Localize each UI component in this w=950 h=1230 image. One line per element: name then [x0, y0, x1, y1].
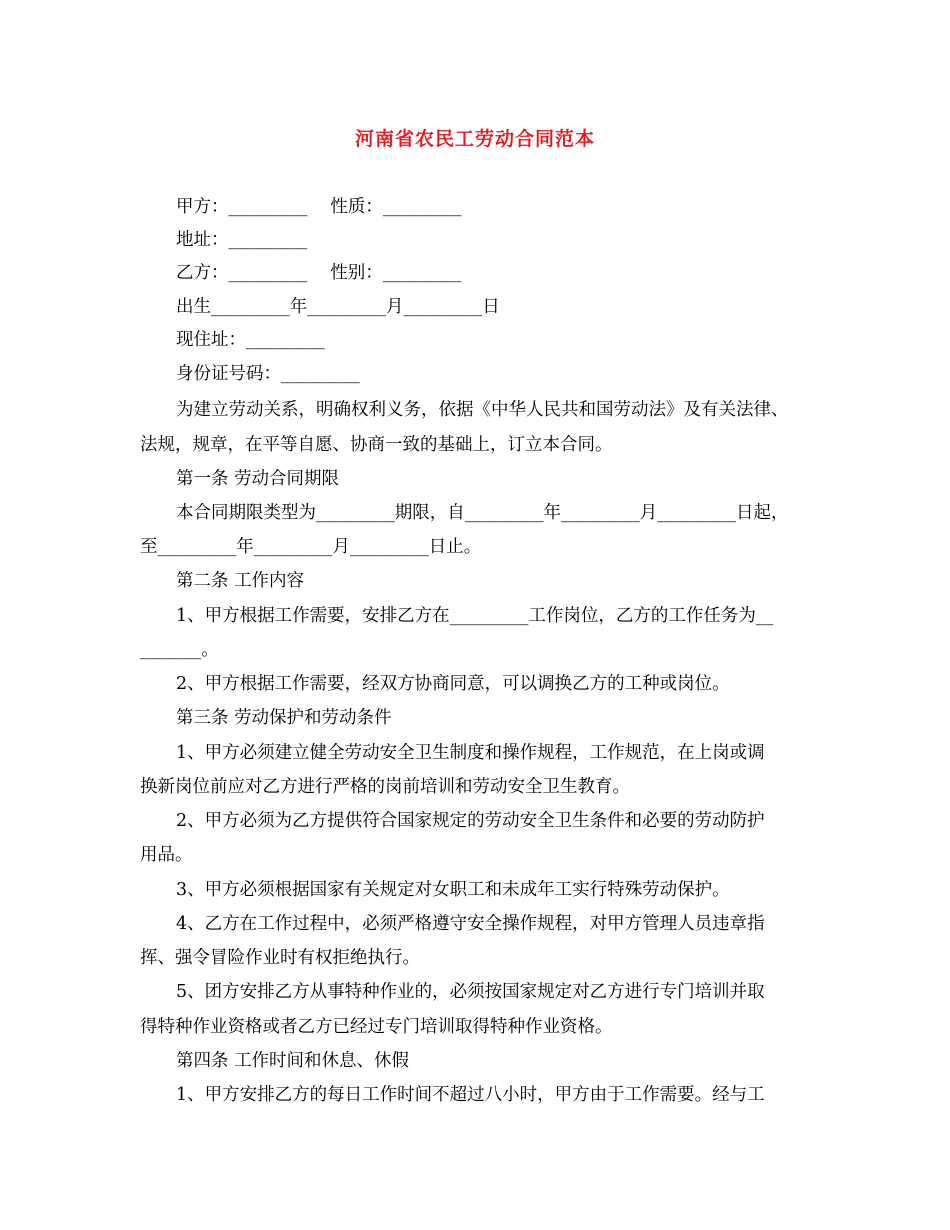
field-id-number: 身份证号码：_________: [176, 364, 360, 384]
field-party-a-nature: 甲方：_________ 性质：_________: [176, 197, 462, 217]
paragraph-preamble-line: 法规，规章，在平等自愿、协商一致的基础上，订立本合同。: [140, 435, 613, 455]
article-heading: 第二条 工作内容: [176, 571, 305, 591]
paragraph-line: 2、甲方根据工作需要，经双方协商同意，可以调换乙方的工种或岗位。: [176, 674, 730, 694]
paragraph-line: 用品。: [140, 845, 193, 865]
paragraph-line: 3、甲方必须根据国家有关规定对女职工和未成年工实行特殊劳动保护。: [176, 880, 730, 900]
paragraph-preamble-line: 为建立劳动关系，明确权利义务，依据《中华人民共和国劳动法》及有关法律、: [176, 400, 789, 420]
paragraph-line: 换新岗位前应对乙方进行严格的岗前培训和劳动安全卫生教育。: [140, 777, 630, 797]
paragraph-line: 4、乙方在工作过程中，必须严格遵守安全操作规程，对甲方管理人员违章指: [176, 914, 765, 934]
article-heading: 第三条 劳动保护和劳动条件: [176, 708, 392, 728]
document-title: 河南省农民工劳动合同范本: [354, 128, 595, 150]
paragraph-line: 1、甲方根据工作需要，安排乙方在_________工作岗位，乙方的工作任务为__: [176, 606, 774, 626]
paragraph-line: 挥、强令冒险作业时有权拒绝执行。: [140, 948, 420, 968]
field-address: 地址：_________: [176, 230, 308, 250]
paragraph-line: 至_________年_________月_________日止。: [140, 537, 482, 557]
paragraph-line: 1、甲方必须建立健全劳动安全卫生制度和操作规程，工作规范，在上岗或调: [176, 743, 765, 763]
paragraph-line: 1、甲方安排乙方的每日工作时间不超过八小时，甲方由于工作需要。经与工: [176, 1085, 765, 1105]
article-heading: 第一条 劳动合同期限: [176, 469, 340, 489]
paragraph-line: 5、团方安排乙方从事特种作业的，必须按国家规定对乙方进行专门培训并取: [176, 982, 765, 1002]
field-birth-date: 出生_________年_________月_________日: [176, 297, 500, 317]
paragraph-line: 本合同期限类型为_________期限，自_________年_________月_________日起，: [176, 503, 789, 523]
field-current-address: 现住址：_________: [176, 330, 325, 350]
field-party-b-gender: 乙方：_________ 性别：_________: [176, 263, 462, 283]
paragraph-line: 2、甲方必须为乙方提供符合国家规定的劳动安全卫生条件和必要的劳动防护: [176, 811, 765, 831]
paragraph-line: 得特种作业资格或者乙方已经过专门培训取得特种作业资格。: [140, 1017, 613, 1037]
article-heading: 第四条 工作时间和休息、休假: [176, 1051, 410, 1071]
paragraph-line: _______。: [140, 640, 219, 660]
